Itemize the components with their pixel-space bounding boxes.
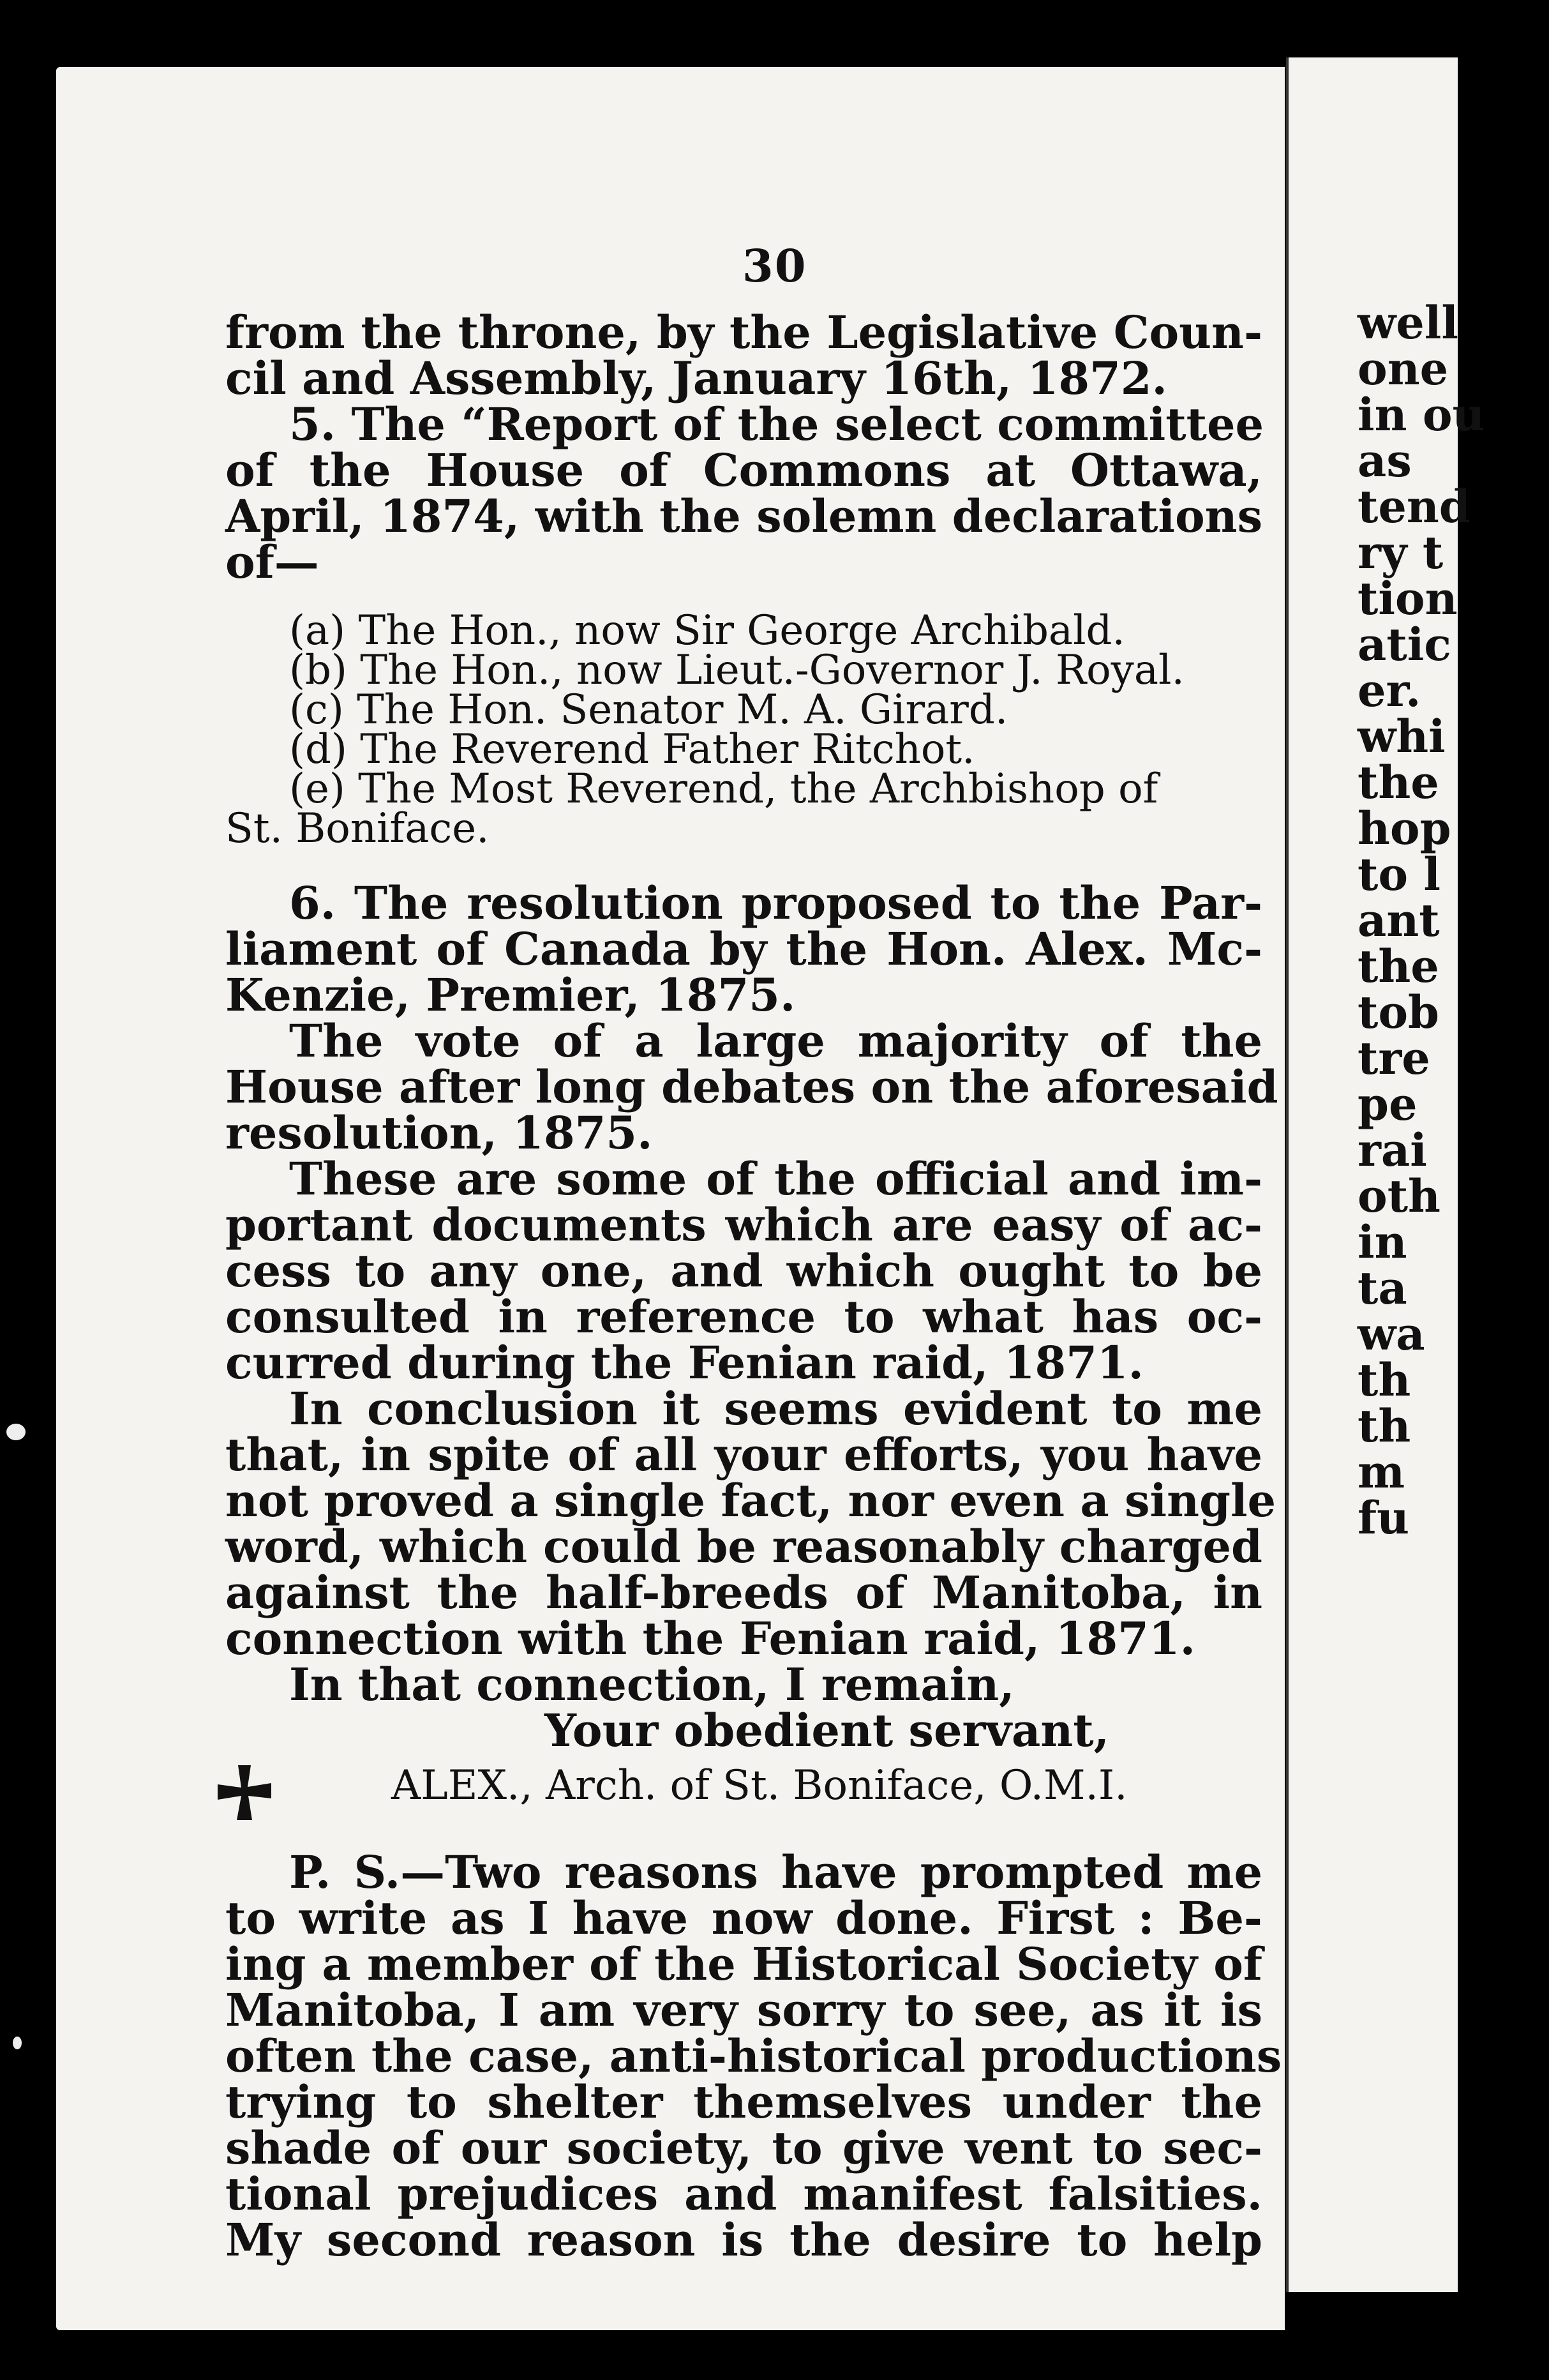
text-line: These are some of the official and im- [289,1152,1262,1205]
facing-page-fragment: in ou [1358,388,1485,441]
text-line: 6. The resolution proposed to the Par- [289,877,1262,930]
facing-page [1286,57,1485,2292]
page-number: 30 [742,239,807,292]
postscript-line: ing a member of the Historical Society of [225,1938,1262,1991]
facing-page-fragment: to l [1358,848,1440,901]
text-line: House after long debates on the aforesaid [225,1060,1278,1113]
text-line: 5. The “Report of the select committee [289,398,1264,451]
text-line: April, 1874, with the solemn declarations [225,490,1262,543]
facing-page-fragment: er. [1358,664,1421,717]
facing-page-fragment: tob [1358,986,1439,1039]
text-line: Kenzie, Premier, 1875. [225,968,796,1021]
document-list-item: (c) The Hon. Senator M. A. Girard. [289,686,1008,734]
document-list-item: (b) The Hon., now Lieut.-Governor J. Royal. [289,647,1185,694]
facing-page-fragment: ry t [1358,526,1444,579]
document-list-item: (e) The Most Reverend, the Archbishop of [289,765,1158,813]
margin-speck [6,1424,26,1440]
facing-page-fragment: one [1358,342,1449,395]
document-list-item: (a) The Hon., now Sir George Archibald. [289,607,1125,654]
text-line: In conclusion it seems evident to me [289,1382,1262,1435]
cross-pattee-icon [213,1760,276,1824]
facing-page-fragment: as [1358,434,1412,487]
spacer [225,1818,1262,1849]
text-line: from the throne, by the Legislative Coun- [225,306,1262,359]
text-line: consulted in reference to what has oc- [225,1290,1262,1343]
text-line: that, in spite of all your efforts, you have [225,1428,1262,1481]
text-line: word, which could be reasonably charged [225,1520,1262,1573]
facing-page-fragment: the [1358,756,1439,809]
facing-page-fragment: ant [1358,894,1440,947]
facing-page-fragment: tion [1358,572,1458,625]
postscript-line: Manitoba, I am very sorry to see, as it is [225,1984,1262,2037]
page-body [225,306,1282,2266]
facing-page-fragment: hop [1358,802,1451,855]
postscript-line: P. S.—Two reasons have prompted me [289,1846,1262,1899]
text-line: portant documents which are easy of ac- [225,1198,1262,1251]
signature-row [225,1754,1262,1818]
text-line: liament of Canada by the Hon. Alex. Mc- [225,923,1262,975]
text-line: connection with the Fenian raid, 1871. [225,1612,1195,1665]
facing-page-fragment: tend [1358,480,1470,533]
text-line: not proved a single fact, nor even a single [225,1474,1276,1527]
text-line: curred during the Fenian raid, 1871. [225,1336,1144,1389]
text-line: The vote of a large majority of the [289,1014,1262,1067]
postscript-line: shade of our society, to give vent to sec- [225,2121,1262,2174]
postscript-line: often the case, anti-historical productions [225,2030,1282,2082]
document-list-item: (d) The Reverend Father Ritchot. [289,726,975,773]
closing-salutation: Your obedient servant, [544,1704,1110,1757]
margin-speck [13,2037,22,2049]
document-list-item-tail: St. Boniface. [225,805,490,852]
facing-page-fragment: wa [1358,1307,1425,1360]
facing-page-fragment: fu [1358,1491,1410,1544]
signature: ALEX., Arch. of St. Boniface, O.M.I. [391,1762,1128,1809]
left-page [56,67,1285,2330]
facing-page-fragment: in [1358,1216,1407,1269]
facing-page-fragment: well [1358,296,1458,349]
postscript-line: to write as I have now done. First : Be- [225,1892,1262,1945]
text-line: cil and Assembly, January 16th, 1872. [225,352,1167,405]
postscript-line: trying to shelter themselves under the [225,2075,1262,2128]
facing-page-fragment: tre [1358,1032,1430,1085]
facing-page-fragment: the [1358,940,1439,993]
facing-page-fragment: atic [1358,618,1451,671]
facing-page-fragment: th [1358,1353,1411,1406]
postscript-line: My second reason is the desire to help [225,2213,1262,2266]
facing-page-text [1358,296,1549,1544]
facing-page-fragment: rai [1358,1124,1427,1177]
text-line: resolution, 1875. [225,1106,653,1159]
facing-page-fragment: ta [1358,1262,1407,1314]
text-line: of the House of Commons at Ottawa, [225,444,1262,497]
facing-page-fragment: pe [1358,1078,1418,1131]
postscript-line: tional prejudices and manifest falsities. [225,2167,1262,2220]
text-line: against the half-breeds of Manitoba, in [225,1566,1262,1619]
facing-page-fragment: oth [1358,1170,1440,1223]
facing-page-fragment: whi [1358,710,1446,763]
spacer [225,848,1262,880]
text-line: In that connection, I remain, [289,1658,1015,1711]
facing-page-fragment: th [1358,1399,1411,1452]
text-line: of— [225,536,319,589]
facing-page-fragment: m [1358,1445,1405,1498]
text-line: cess to any one, and which ought to be [225,1244,1262,1297]
